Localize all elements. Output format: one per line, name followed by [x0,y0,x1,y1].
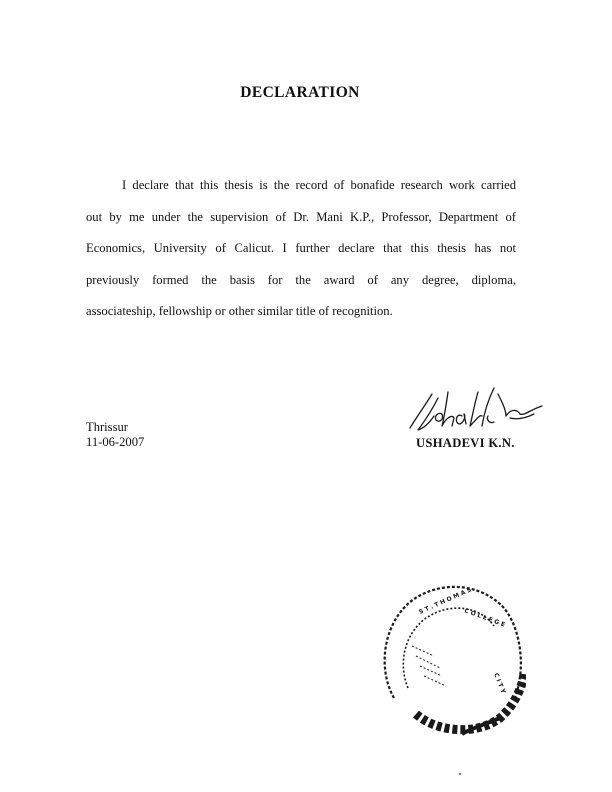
page-title: DECLARATION [240,84,360,101]
place-text: Thrissur [86,420,128,434]
date-text: 11-06-2007 [86,435,145,449]
svg-text:C O L L E G E: C O L L E G E [463,607,506,629]
signer-name: USHADEVI K.N. [416,436,515,450]
svg-text:S T . T H O M A S: S T . T H O M A S [417,586,473,616]
paragraph-line: Economics, University of Calicut. I further declare that this thesis has not [86,241,516,255]
paragraph-line: associateship, fellowship or other similar title of recognition. [86,304,393,318]
paragraph-line: I declare that this thesis is the record of bonafide research work carried [122,178,516,192]
declaration-paragraph [86,170,516,328]
svg-text:C I T Y: C I T Y [492,672,507,695]
handwritten-signature [402,380,550,442]
paragraph-line: previously formed the basis for the award of any degree, diploma, [86,272,516,287]
college-seal-stamp [376,578,526,740]
scan-speck [459,773,461,775]
paragraph-line: out by me under the supervision of Dr. Mani K.P., Professor, Department of [86,209,516,224]
